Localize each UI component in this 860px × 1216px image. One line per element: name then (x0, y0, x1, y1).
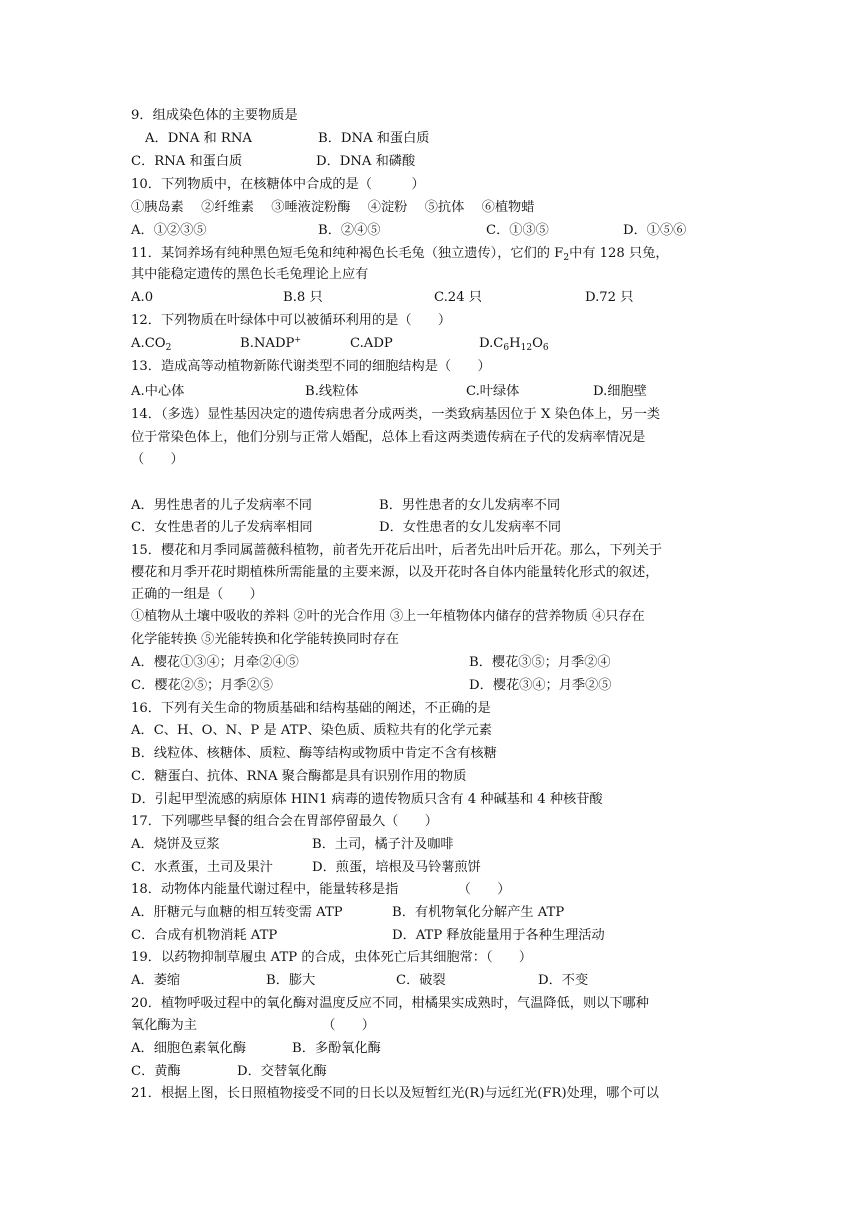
q9-option-b: B．DNA 和蛋白质 (318, 131, 430, 146)
q12-option-a: $A.CO_2$ (131, 336, 172, 353)
q14-option-b: B．男性患者的女儿发病率不同 (379, 498, 561, 513)
q20-option-b: B．多酚氧化酶 (292, 1041, 381, 1056)
q16-option-b: B．线粒体、核糖体、质粒、酶等结构或物质中肯定不含有核糖 (131, 746, 497, 761)
q21-stem: 21．根据上图，长日照植物接受不同的日长以及短暂红光(R)与远红光(FR)处理，哪个可以 (131, 1086, 659, 1101)
q12-option-d: $D.C_6H_{12}O_6$ (479, 336, 549, 353)
q14-stem-line2: 位于常染色体上，他们分别与正常人婚配，总体上看这两类遗传病在子代的发病率情况是 (131, 430, 646, 445)
q19-option-b: B．膨大 (266, 973, 316, 988)
q9-option-c: C．RNA 和蛋白质 (131, 154, 243, 169)
q11-stem-line2: 其中能稳定遗传的黑色长毛兔理论上应有 (131, 267, 369, 282)
q12-option-c: C.ADP (350, 336, 393, 351)
q16-option-a: A．C、H、O、N、P 是 ATP、染色质、质粒共有的化学元素 (131, 723, 492, 738)
q18-stem: 18．动物体内能量代谢过程中，能量转移是指 （ ） (131, 882, 511, 897)
q15-stem-line3: 正确的一组是（ ） (131, 587, 263, 602)
q10-items: ①胰岛素 ②纤维素 ③唾液淀粉酶 ④淀粉 ⑤抗体 ⑥植物蜡 (131, 200, 535, 215)
q18-option-b: B．有机物氧化分解产生 ATP (392, 905, 565, 920)
q10-option-d: D．①⑤⑥ (623, 223, 687, 238)
q9-option-d: D．DNA 和磷酸 (316, 154, 416, 169)
q10-option-a: A．①②③⑤ (131, 223, 207, 238)
q20-option-d: D．交替氧化酶 (237, 1064, 327, 1079)
q17-option-a: A．烧饼及豆浆 (131, 837, 220, 852)
q18-option-a: A．肝糖元与血糖的相互转变需 ATP (131, 905, 343, 920)
q11-stem-line1: 11．某饲养场有纯种黑色短毛兔和纯种褐色长毛兔（独立遗传），它们的 $F_2$中有 128 只兔， (131, 246, 669, 263)
q12-option-b: B.NADP+ (240, 335, 302, 351)
q15-stem-line1: 15．樱花和月季同属蔷薇科植物，前者先开花后出叶，后者先出叶后开花。那么，下列关于 (131, 543, 663, 558)
q13-stem: 13．造成高等动植物新陈代谢类型不同的细胞结构是（ ） (131, 359, 491, 374)
q10-option-b: B．②④⑤ (318, 223, 381, 238)
q14-option-c: C．女性患者的儿子发病率相同 (131, 520, 313, 535)
q15-option-d: D．樱花③④；月季②⑤ (469, 678, 612, 693)
q11-option-a: A.0 (131, 290, 154, 305)
q11-option-c: C.24 只 (434, 290, 482, 305)
q19-option-a: A．萎缩 (131, 973, 181, 988)
q13-option-b: B.线粒体 (305, 384, 359, 399)
q19-option-d: D．不变 (538, 973, 589, 988)
q13-option-d: D.细胞壁 (593, 384, 647, 399)
q9-stem: 9．组成染色体的主要物质是 (131, 108, 298, 123)
q10-option-c: C．①③⑤ (486, 223, 549, 238)
q15-items-line2: 化学能转换 ⑤光能转换和化学能转换同时存在 (131, 632, 399, 647)
q16-option-d: D．引起甲型流感的病原体 HIN1 病毒的遗传物质只含有 4 种碱基和 4 种核苷酸 (131, 792, 603, 807)
q15-items-line1: ①植物从土壤中吸收的养料 ②叶的光合作用 ③上一年植物体内储存的营养物质 ④只存在 (131, 609, 645, 624)
q20-stem-line1: 20．植物呼吸过程中的氧化酶对温度反应不同，柑橘果实成熟时，气温降低，则以下哪种 (131, 996, 649, 1011)
q13-option-c: C.叶绿体 (466, 384, 520, 399)
q20-stem-line2: 氧化酶为主 （ ） (131, 1018, 375, 1033)
q9-option-a: A．DNA 和 RNA (145, 131, 252, 146)
q15-option-c: C．樱花②⑤；月季②⑤ (131, 678, 273, 693)
q13-option-a: A.中心体 (131, 384, 185, 399)
q11-option-b: B.8 只 (283, 290, 323, 305)
q14-option-d: D．女性患者的女儿发病率不同 (379, 520, 562, 535)
q14-stem-line3: （ ） (131, 452, 184, 467)
q15-option-a: A．樱花①③④；月牵②④⑤ (131, 655, 299, 670)
q19-option-c: C．破裂 (396, 973, 446, 988)
q16-stem: 16．下列有关生命的物质基础和结构基础的阐述，不正确的是 (131, 701, 491, 716)
q17-option-d: D．煎蛋，培根及马铃薯煎饼 (312, 860, 481, 875)
q16-option-c: C．糖蛋白、抗体、RNA 聚合酶都是具有识别作用的物质 (131, 769, 467, 784)
q12-stem: 12．下列物质在叶绿体中可以被循环利用的是（ ） (131, 313, 452, 328)
q20-option-a: A．细胞色素氧化酶 (131, 1041, 247, 1056)
q17-option-b: B．土司，橘子汁及咖啡 (312, 837, 454, 852)
q17-option-c: C．水煮蛋，土司及果汁 (131, 860, 273, 875)
q15-option-b: B．樱花③⑤；月季②④ (469, 655, 611, 670)
q14-option-a: A．男性患者的儿子发病率不同 (131, 498, 312, 513)
q20-option-c: C．黄酶 (131, 1064, 181, 1079)
q19-stem: 19．以药物抑制草履虫 ATP 的合成，虫体死亡后其细胞常：（ ） (131, 950, 533, 965)
q18-option-d: D．ATP 释放能量用于各种生理活动 (392, 928, 605, 943)
q14-stem-line1: 14．（多选）显性基因决定的遗传病患者分成两类，一类致病基因位于 X 染色体上，另一类 (131, 407, 661, 422)
q10-stem: 10．下列物质中，在核糖体中合成的是（ ） (131, 177, 425, 192)
q15-stem-line2: 樱花和月季开花时期植株所需能量的主要来源，以及开花时各自体内能量转化形式的叙述， (131, 565, 659, 580)
q17-stem: 17．下列哪些早餐的组合会在胃部停留最久（ ） (131, 814, 438, 829)
q18-option-c: C．合成有机物消耗 ATP (131, 928, 278, 943)
q11-option-d: D.72 只 (585, 290, 634, 305)
